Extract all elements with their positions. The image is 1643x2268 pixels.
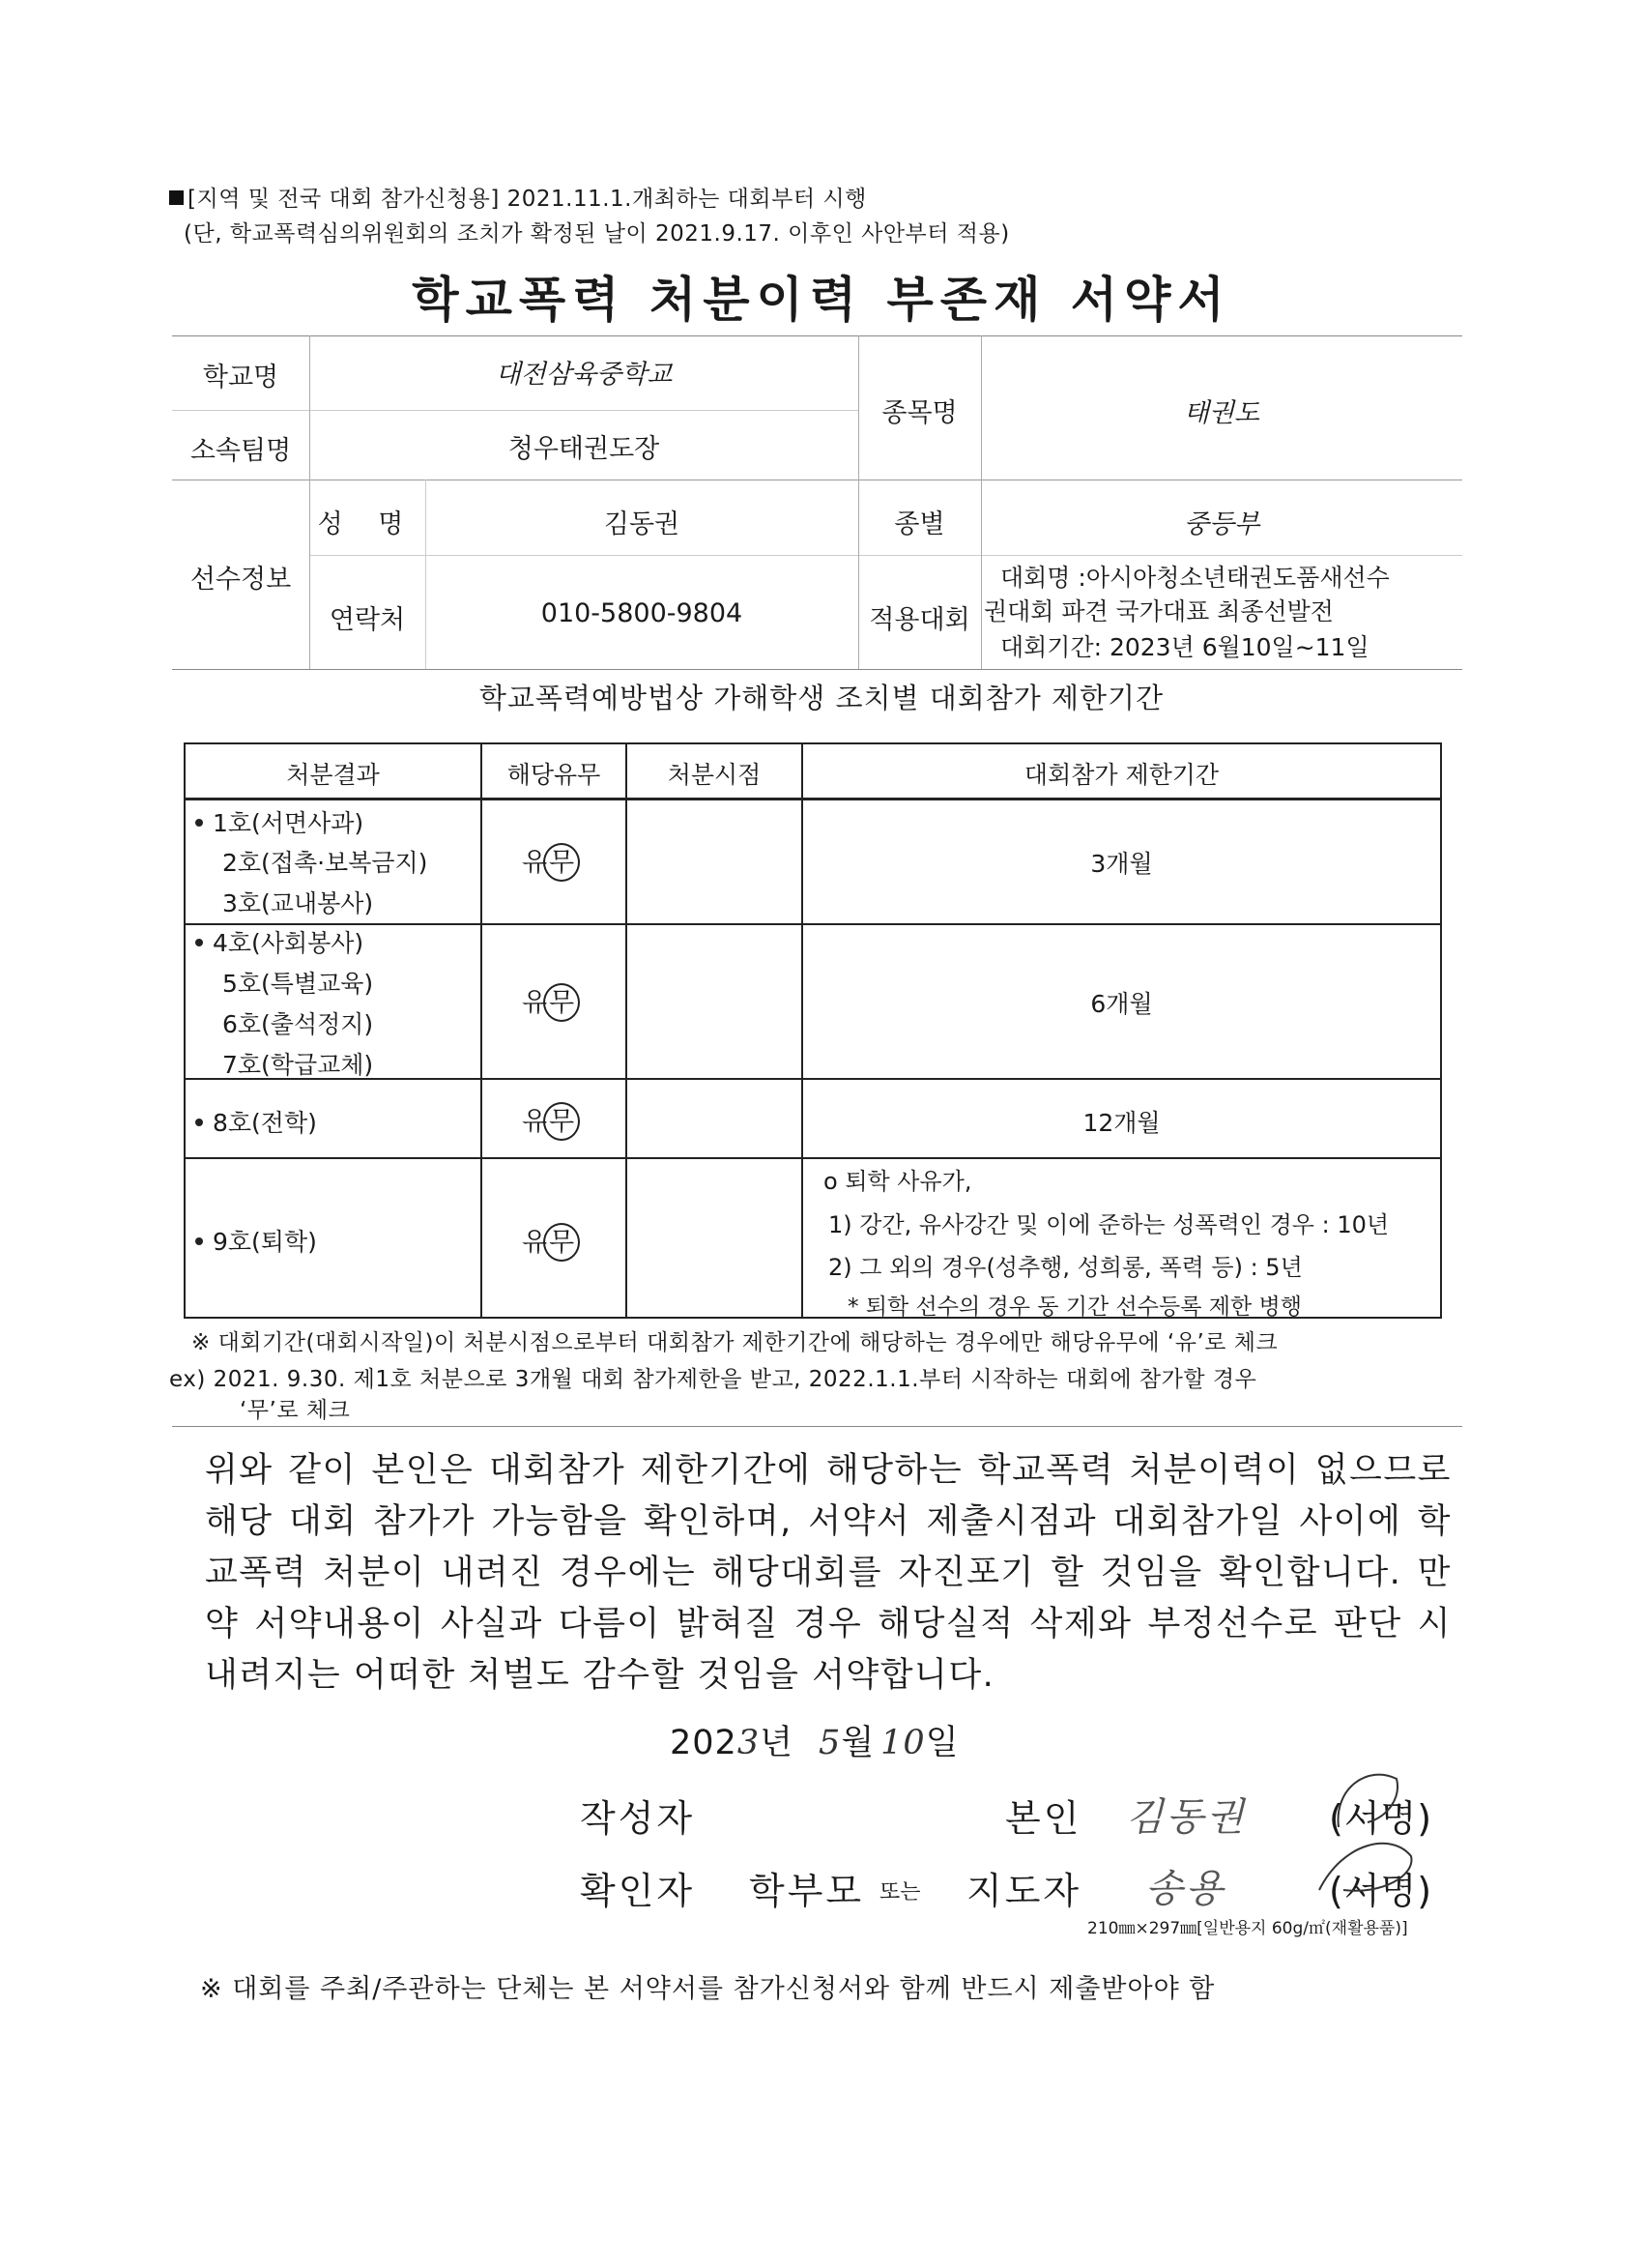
table-row-3-applicable: [522, 1100, 580, 1141]
table-row-3-result-1: [195, 1104, 317, 1139]
result-text: 8호(전학): [213, 1109, 317, 1137]
table-row-4-period-line-2: 1) 강간, 유사강간 및 이에 준하는 성폭력인 경우 : 10년: [828, 1211, 1390, 1238]
date-day-label: 일: [925, 1724, 960, 1762]
phone-label: 연락처: [329, 605, 406, 635]
table-row-1-result-1: [195, 804, 363, 839]
phone-value: 010-5800-9804: [540, 598, 743, 628]
table-row-4-period-line-1: o 퇴학 사유가,: [823, 1168, 972, 1195]
date-year-prefix: 202: [670, 1724, 737, 1762]
signing-date: [670, 1716, 960, 1764]
table-row-2-period: 6개월: [1090, 990, 1153, 1018]
table-col-rule: [801, 744, 803, 1317]
note-1: ※ 대회기간(대회시작일)이 처분시점으로부터 대회참가 제한기간에 해당하는 경우에만 해당유무에 ‘유’로 체크: [191, 1330, 1279, 1355]
document-title: 학교폭력 처분이력 부존재 서약서: [412, 272, 1231, 328]
result-text: 1호(서면사과): [213, 809, 364, 837]
date-year-handwritten: 3: [736, 1724, 761, 1762]
circled-no-option: 무: [543, 843, 580, 882]
competition-name-line-2: 권대회 파견 국가대표 최종선발전: [984, 597, 1334, 625]
circled-no-option: 무: [543, 1223, 580, 1262]
table-row-rule: [186, 1157, 1440, 1159]
yes-option: 유: [522, 1107, 548, 1137]
table-row-3-period: 12개월: [1082, 1109, 1161, 1137]
info-table-rule: [172, 410, 858, 411]
header-line-1: [169, 182, 867, 217]
header-line-2: (단, 학교폭력심의위원회의 조치가 확정된 날이 2021.9.17. 이후인 사안부터 적용): [184, 221, 1010, 247]
name-value: 김동권: [603, 509, 680, 539]
sanction-table: [184, 742, 1442, 1319]
col-header-applicable: 해당유무: [506, 761, 601, 789]
event-value: 태권도: [1183, 398, 1260, 428]
pledge-paragraph: 위와 같이 본인은 대회참가 제한기간에 해당하는 학교폭력 처분이력이 없으므로 해당 대회 참가가 가능함을 확인하며, 서약서 제출시점과 대회참가일 사이에 학교폭력 처분이 내려진 경우에는 해당대회를 자진포기 할 것임을 확인합니다. 만약 서약내용이 사실과 다름이 밝혀질 경우 해당실적 삭제와 부정선수로 판단 시 내려지는 어떠한 처벌도 감수할 것임을 서약합니다.: [205, 1451, 1452, 1695]
table-row-2-applicable: [522, 981, 580, 1022]
table-row-1-applicable: [522, 841, 580, 882]
yes-option: 유: [522, 1228, 548, 1258]
coach-label: 지도자: [966, 1870, 1082, 1912]
name-label: 성 명: [317, 509, 418, 539]
signature-scribble: [1329, 1759, 1406, 1837]
note-2: ex) 2021. 9.30. 제1호 처분으로 3개월 대회 참가제한을 받고, 2022.1.1.부터 시작하는 대회에 참가할 경우: [169, 1367, 1257, 1392]
table-row-2-result-1: [195, 924, 363, 959]
col-header-result: 처분결과: [286, 761, 380, 789]
table-col-rule: [480, 744, 482, 1317]
coach-handwritten-signature: 송용: [1145, 1867, 1226, 1911]
competition-name-line-1: 대회명 :아시아청소년태권도품새선수: [1000, 564, 1390, 592]
info-table-top-rule: [172, 335, 1462, 336]
bullet-icon: [195, 1237, 203, 1245]
self-handwritten-signature: 김동권: [1126, 1795, 1247, 1840]
team-value: 청우태권도장: [507, 434, 660, 464]
date-day-handwritten: 10: [880, 1724, 926, 1762]
col-header-restriction-period: 대회참가 제한기간: [1023, 761, 1220, 789]
table-row-1-result-2: 2호(접촉·보복금지): [222, 849, 428, 877]
school-value: 대전삼육중학교: [495, 360, 673, 390]
table-row-rule: [186, 1078, 1440, 1080]
yes-option: 유: [522, 848, 548, 878]
or-label: 또는: [879, 1880, 921, 1905]
competition-period: 대회기간: 2023년 6월10일~11일: [1000, 633, 1369, 661]
table-row-4-period-line-3: 2) 그 외의 경우(성추행, 성희롱, 폭력 등) : 5년: [828, 1254, 1303, 1281]
info-table-rule: [309, 555, 1462, 556]
table-row-1-period: 3개월: [1090, 850, 1153, 878]
school-label: 학교명: [202, 363, 279, 393]
circled-no-option: 무: [543, 983, 580, 1022]
date-year-suffix: 년: [760, 1724, 793, 1762]
table-row-4-applicable: [522, 1221, 580, 1262]
table-col-rule: [625, 744, 627, 1317]
table-row-4-period-line-4: * 퇴학 선수의 경우 동 기간 선수등록 제한 병행: [848, 1294, 1302, 1320]
competition-label: 적용대회: [869, 605, 970, 635]
table-row-rule: [186, 923, 1440, 925]
scribble-stroke: [1319, 1844, 1411, 1891]
self-sign-label: (서명): [1329, 1797, 1433, 1840]
note-3: ‘무’로 체크: [240, 1398, 351, 1423]
writer-label: 작성자: [580, 1797, 696, 1840]
bullet-icon: [195, 939, 203, 946]
table-row-4-result-1: [195, 1223, 317, 1258]
team-label: 소속팀명: [189, 436, 292, 466]
square-bullet-icon: [169, 190, 184, 205]
paper-spec: 210㎜×297㎜[일반용지 60g/㎡(재활용품)]: [1087, 1919, 1408, 1938]
table-row-1-result-3: 3호(교내봉사): [222, 889, 374, 917]
result-text: 9호(퇴학): [213, 1228, 317, 1256]
scribble-stroke: [1339, 1775, 1398, 1827]
col-header-sanction-date: 처분시점: [667, 761, 762, 789]
footer-note: ※ 대회를 주최/주관하는 단체는 본 서약서를 참가신청서와 함께 반드시 제출받아야 함: [200, 1974, 1216, 2004]
confirmer-label: 확인자: [580, 1870, 696, 1912]
self-label: 본인: [1005, 1797, 1082, 1840]
bullet-icon: [195, 819, 203, 827]
sanction-table-title: 학교폭력예방법상 가해학생 조치별 대회참가 제한기간: [478, 682, 1165, 714]
yes-option: 유: [522, 988, 548, 1018]
table-row-2-result-3: 6호(출석정지): [222, 1010, 374, 1038]
date-month-handwritten: 5: [819, 1724, 842, 1762]
category-value: 중등부: [1183, 509, 1260, 539]
header-line-1-text: [지역 및 전국 대회 참가신청용] 2021.11.1.개최하는 대회부터 시행: [187, 187, 867, 212]
info-table-bottom-rule: [172, 669, 1462, 670]
table-header-rule: [186, 798, 1440, 800]
result-text: 4호(사회봉사): [213, 929, 364, 957]
date-month-label: 월: [841, 1724, 876, 1762]
parent-label: 학부모: [749, 1870, 865, 1912]
circled-no-option: 무: [543, 1102, 580, 1141]
bullet-icon: [195, 1119, 203, 1126]
event-label: 종목명: [881, 398, 958, 428]
player-info-label: 선수정보: [189, 565, 292, 595]
category-label: 종별: [894, 509, 945, 539]
signature-scribble: [1314, 1832, 1421, 1909]
table-row-2-result-4: 7호(학급교체): [222, 1051, 374, 1079]
notes-bottom-rule: [172, 1426, 1462, 1427]
coach-sign-label: (서명): [1329, 1870, 1433, 1912]
table-row-2-result-2: 5호(특별교육): [222, 970, 374, 998]
